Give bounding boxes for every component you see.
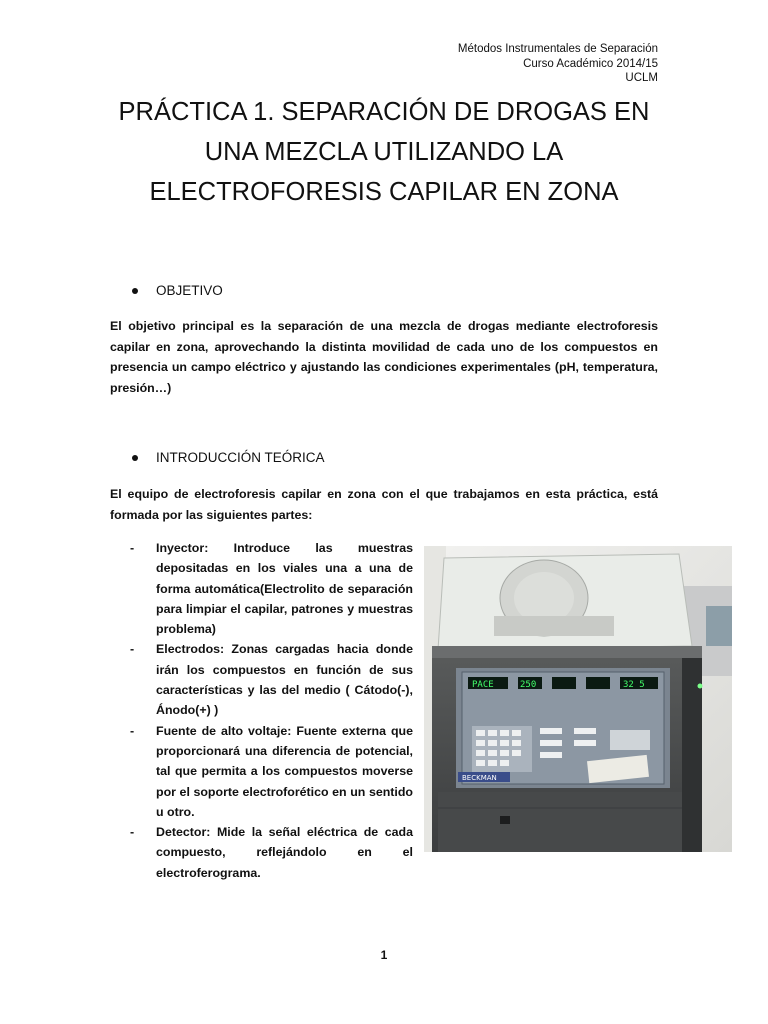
list-item-text: Fuente de alto voltaje: Fuente externa que proporcionará una diferencia de potencial, tal que permita a los compuestos moverse por el soporte electroforético en un sentido u otro. — [156, 723, 413, 819]
list-item-text: Electrodos: Zonas cargadas hacia donde irán los compuestos en función de sus características y las del medio ( Cátodo(-), Ánodo(+) ) — [156, 642, 413, 718]
equipment-parts-list — [130, 538, 413, 883]
section-heading-label: OBJETIVO — [156, 283, 223, 298]
list-dash: - — [130, 541, 135, 555]
brand-label: BECKMAN — [462, 774, 497, 782]
page-title — [80, 92, 688, 212]
list-item — [130, 721, 413, 822]
list-dash: - — [130, 723, 135, 738]
objetivo-paragraph: El objetivo principal es la separación de una mezcla de drogas mediante electroforesis capilar en zona, aprovechando la distinta movilidad de cada uno de los compuestos en presencia un campo eléctrico y ajustando las condiciones experimentales (pH, temperatura, presión…) — [110, 319, 658, 395]
display-voltage: 250 — [520, 680, 537, 690]
list-item-text: Detector: Mide la señal eléctrica de cada compuesto, reflejándolo en el electroferograma. — [156, 825, 413, 880]
bullet-icon — [132, 455, 138, 461]
document-header — [458, 42, 658, 86]
title-line-1: PRÁCTICA 1. SEPARACIÓN DE DROGAS EN — [118, 98, 650, 126]
section-heading-label: INTRODUCCIÓN TEÓRICA — [156, 450, 325, 465]
section-heading-objetivo — [132, 283, 223, 298]
header-year: Curso Académico 2014/15 — [523, 57, 658, 70]
title-line-2: UNA MEZCLA UTILIZANDO LA — [204, 138, 564, 166]
page-number: 1 — [380, 948, 388, 962]
bullet-icon — [132, 288, 138, 294]
display-temperature: 32 5 — [623, 680, 645, 690]
list-dash: - — [130, 642, 135, 657]
introduccion-paragraph: El equipo de electroforesis capilar en zona con el que trabajamos en esta práctica, está formada por las siguientes partes: — [110, 487, 658, 522]
header-university: UCLM — [625, 72, 658, 84]
list-item-text: Inyector: Introduce las muestras depositadas en los viales una a una de forma automática(Electrolito de separación para limpiar el capilar, patrones y muestras problema) — [156, 541, 413, 637]
list-item — [130, 639, 413, 720]
display-mode: PACE — [472, 680, 494, 690]
list-item — [130, 538, 413, 639]
list-dash: - — [130, 825, 135, 840]
title-line-3: ELECTROFORESIS CAPILAR EN ZONA — [149, 178, 619, 206]
section-heading-introduccion — [132, 450, 325, 465]
instrument-illustration — [424, 546, 732, 852]
capillary-electrophoresis-photo — [424, 546, 732, 852]
list-item — [130, 822, 413, 883]
header-course: Métodos Instrumentales de Separación — [457, 43, 658, 55]
